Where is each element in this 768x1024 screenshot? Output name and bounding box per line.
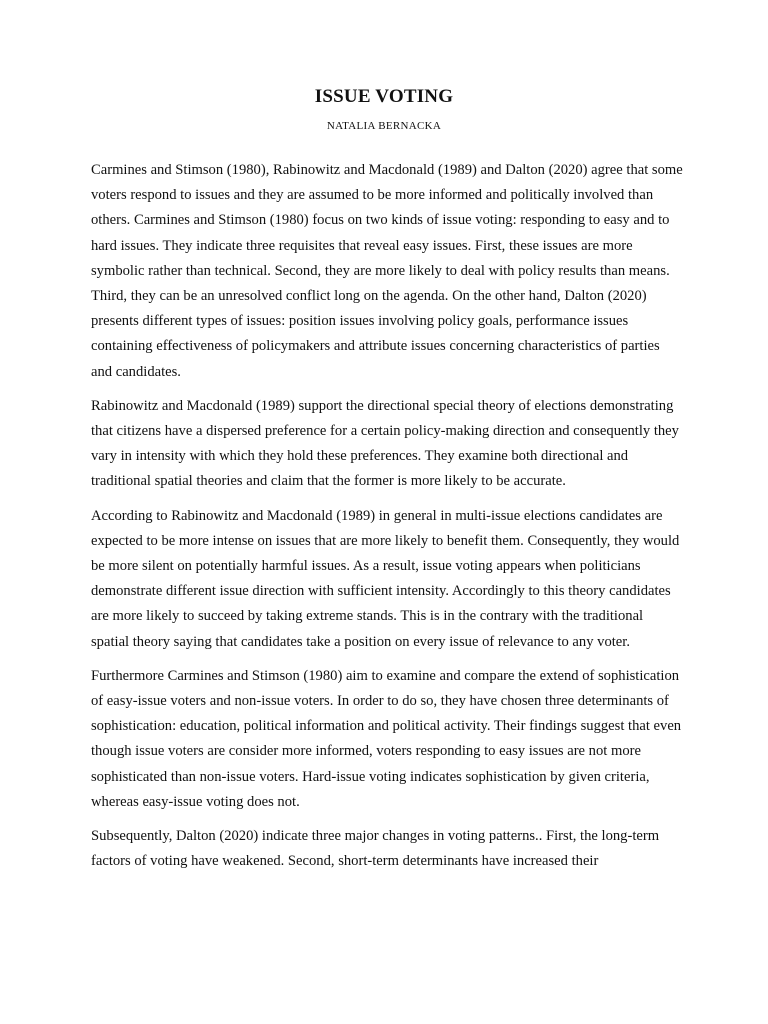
paragraph-5: Subsequently, Dalton (2020) indicate three major changes in voting patterns.. First, the long-term factors of voting have weakened. Second, short-term determinants have increased their [91, 828, 660, 870]
document-author: NATALIA BERNACKA [326, 120, 442, 132]
paragraph-3: According to Rabinowitz and Macdonald (1989) in general in multi-issue elections candidates are expected to be more intense on issues that are more likely to benefit them. Consequently, they would be more silent on potentially harmful issues. As a result, issue voting appears when politicians demonstrate different issue direction with sufficient intensity. Accordingly to this theory candidates are more likely to succeed by taking extreme stands. This is in the contrary with the traditional spatial theory saying that candidates take a position on every issue of relevance to any voter. [91, 507, 680, 650]
paragraph-2: Rabinowitz and Macdonald (1989) support the directional special theory of elections demonstrating that citizens have a dispersed preference for a certain policy-making direction and consequently they vary in intensity with which they hold these preferences. They examine both directional and traditional spatial theories and claim that the former is more likely to be accurate. [91, 397, 679, 490]
paragraph-1: Carmines and Stimson (1980), Rabinowitz and Macdonald (1989) and Dalton (2020) agree that some voters respond to issues and they are assumed to be more informed and politically involved than others. Carmines and Stimson (1980) focus on two kinds of issue voting: responding to easy and to hard issues. They indicate three requisites that reveal easy issues. First, these issues are more symbolic rather than technical. Second, they are more likely to deal with policy results than means. Third, they can be an unresolved conflict long on the agenda. On the other hand, Dalton (2020) presents different types of issues: position issues involving policy goals, performance issues containing effectiveness of policymakers and attribute issues concerning characteristics of parties and candidates. [91, 162, 683, 380]
document-title: ISSUE VOTING [314, 86, 454, 107]
document-body [91, 158, 683, 883]
paragraph-4: Furthermore Carmines and Stimson (1980) aim to examine and compare the extend of sophistication of easy-issue voters and non-issue voters. In order to do so, they have chosen three determinants of sophistication: education, political information and political activity. Their findings suggest that even though issue voters are consider more informed, voters responding to easy issues are not more sophisticated than non-issue voters. Hard-issue voting indicates sophistication by given criteria, whereas easy-issue voting does not. [91, 667, 682, 810]
